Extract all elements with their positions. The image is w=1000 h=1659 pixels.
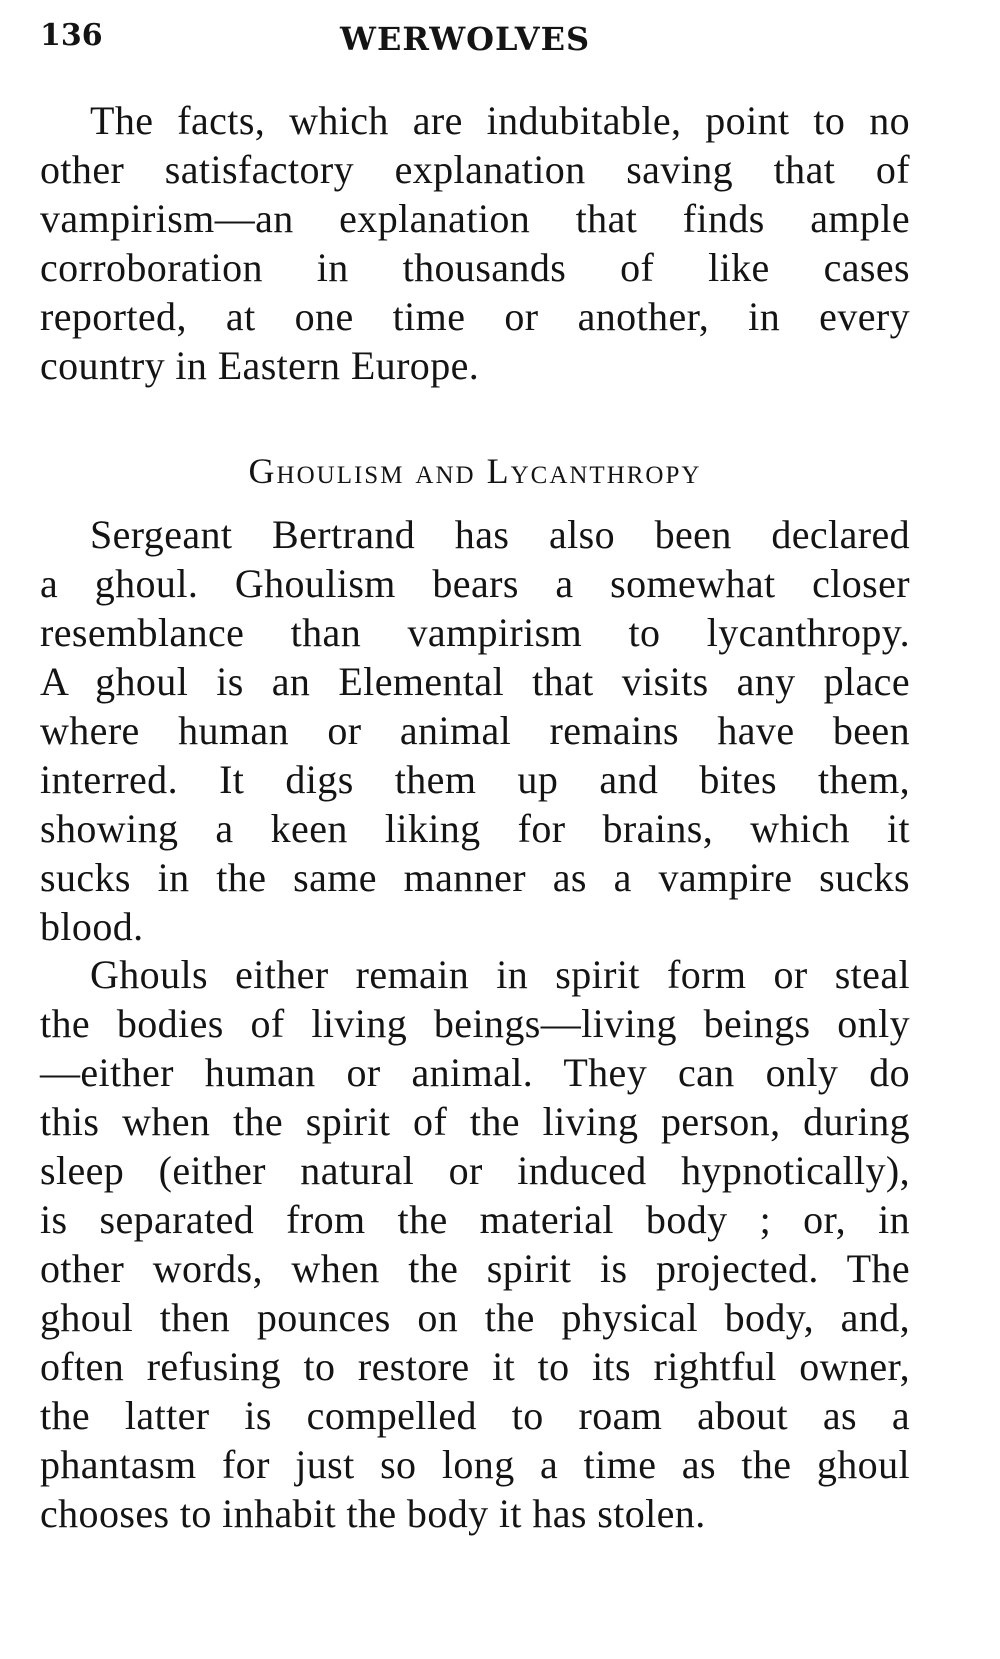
paragraph-line: sleep (either natural or induced hypnotically),: [40, 1148, 910, 1193]
paragraph-line: interred. It digs them up and bites them,: [40, 757, 910, 802]
paragraph-line: ghoul then pounces on the physical body, and,: [40, 1295, 910, 1340]
paragraph-line: sucks in the same manner as a vampire sucks: [40, 855, 910, 900]
paragraph-line: Ghouls either remain in spirit form or steal: [90, 952, 910, 997]
paragraph-line: A ghoul is an Elemental that visits any place: [40, 659, 910, 704]
page-number: 136: [40, 18, 103, 53]
paragraph-line: country in Eastern Europe.: [40, 343, 480, 388]
paragraph-line: phantasm for just so long a time as the ghoul: [40, 1442, 910, 1487]
paragraph-3: [40, 950, 910, 1538]
paragraph-line: a ghoul. Ghoulism bears a somewhat closer: [40, 561, 910, 606]
paragraph-line: corroboration in thousands of like cases: [40, 245, 910, 290]
running-head: [40, 18, 930, 68]
paragraph-line: showing a keen liking for brains, which it: [40, 806, 910, 851]
paragraph-line: where human or animal remains have been: [40, 708, 910, 753]
paragraph-line: resemblance than vampirism to lycanthropy.: [40, 610, 910, 655]
paragraph-line: this when the spirit of the living person, during: [40, 1099, 910, 1144]
paragraph-line: Sergeant Bertrand has also been declared: [90, 512, 910, 557]
section-heading: Ghoulism and Lycanthropy: [248, 451, 702, 491]
paragraph-2: [40, 510, 910, 951]
paragraph-line: The facts, which are indubitable, point to no: [90, 98, 910, 143]
paragraph-line: is separated from the material body ; or, in: [40, 1197, 910, 1242]
paragraph-line: blood.: [40, 904, 144, 949]
paragraph-line: the latter is compelled to roam about as a: [40, 1393, 910, 1438]
paragraph-line: vampirism—an explanation that finds ample: [40, 196, 910, 241]
paragraph-line: other words, when the spirit is projected. The: [40, 1246, 910, 1291]
paragraph-line: the bodies of living beings—living beings only: [40, 1001, 910, 1046]
running-title: WERWOLVES: [340, 20, 591, 58]
paragraph-line: other satisfactory explanation saving that of: [40, 147, 910, 192]
paragraph-1: [40, 96, 910, 390]
paragraph-line: —either human or animal. They can only do: [40, 1050, 910, 1095]
paragraph-line: chooses to inhabit the body it has stolen.: [40, 1491, 706, 1536]
paragraph-line: often refusing to restore it to its rightful owner,: [40, 1344, 910, 1389]
paragraph-line: reported, at one time or another, in every: [40, 294, 910, 339]
